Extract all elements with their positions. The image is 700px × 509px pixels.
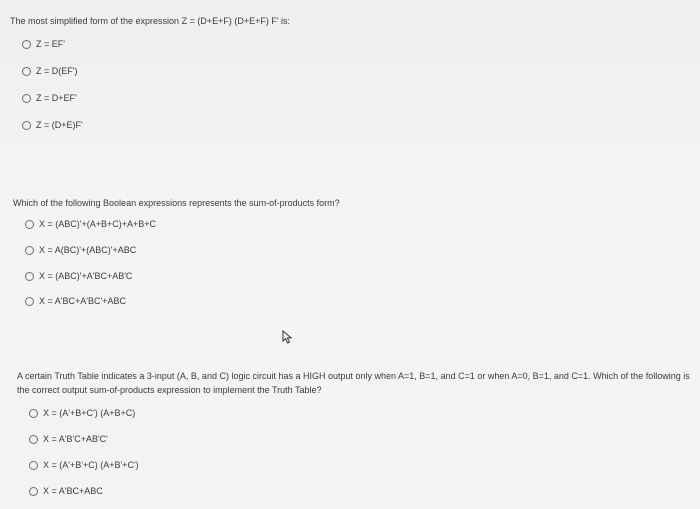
q1-option-3[interactable]	[22, 93, 77, 103]
radio-button[interactable]	[22, 40, 31, 49]
q1-option-4[interactable]	[22, 120, 83, 130]
q2-option-3[interactable]	[25, 271, 132, 281]
question-2-text: Which of the following Boolean expressions represents the sum-of-products form?	[13, 198, 340, 208]
option-label: X = (A'+B+C') (A+B+C)	[43, 408, 136, 418]
radio-button[interactable]	[22, 121, 31, 130]
option-label: X = (ABC)'+A'BC+AB'C	[39, 271, 133, 281]
mouse-cursor-icon	[282, 330, 294, 344]
option-label: X = A'BC+A'BC'+ABC	[39, 296, 126, 306]
question-3-text: A certain Truth Table indicates a 3-input (A, B, and C) logic circuit has a HIGH output only when A=1, B=1, and C=1 or when A=0, B=1, and C=1. Which of the following is the correct output sum-of-products expression to implement the Truth Table?	[17, 371, 693, 395]
radio-button[interactable]	[29, 409, 38, 418]
option-label: X = A'B'C+AB'C'	[43, 434, 108, 444]
question-1-text: The most simplified form of the expression Z = (D+E+F) (D+E+F) F' is:	[10, 16, 291, 26]
q3-option-4[interactable]	[29, 486, 103, 496]
option-label: X = (A'+B'+C) (A+B'+C')	[43, 460, 139, 470]
q2-option-4[interactable]	[25, 296, 126, 306]
q1-option-2[interactable]	[22, 66, 77, 76]
option-label: Z = (D+E)F'	[36, 120, 83, 130]
radio-button[interactable]	[25, 220, 34, 229]
question-3	[17, 369, 693, 397]
radio-button[interactable]	[25, 246, 34, 255]
option-label: Z = D(EF')	[36, 66, 78, 76]
radio-button[interactable]	[25, 297, 34, 306]
q2-option-1[interactable]	[25, 219, 156, 229]
radio-button[interactable]	[25, 272, 34, 281]
radio-button[interactable]	[29, 461, 38, 470]
q2-option-2[interactable]	[25, 245, 136, 255]
option-label: Z = D+EF'	[36, 93, 77, 103]
question-1	[10, 14, 290, 28]
q3-option-2[interactable]	[29, 434, 108, 444]
option-label: Z = EF'	[36, 39, 65, 49]
q3-option-1[interactable]	[29, 408, 135, 418]
question-2	[13, 196, 340, 210]
radio-button[interactable]	[29, 435, 38, 444]
option-label: X = A(BC)'+(ABC)'+ABC	[39, 245, 137, 255]
q1-option-1[interactable]	[22, 39, 65, 49]
option-label: X = A'BC+ABC	[43, 486, 103, 496]
option-label: X = (ABC)'+(A+B+C)+A+B+C	[39, 219, 157, 229]
radio-button[interactable]	[22, 67, 31, 76]
radio-button[interactable]	[22, 94, 31, 103]
radio-button[interactable]	[29, 487, 38, 496]
q3-option-3[interactable]	[29, 460, 139, 470]
